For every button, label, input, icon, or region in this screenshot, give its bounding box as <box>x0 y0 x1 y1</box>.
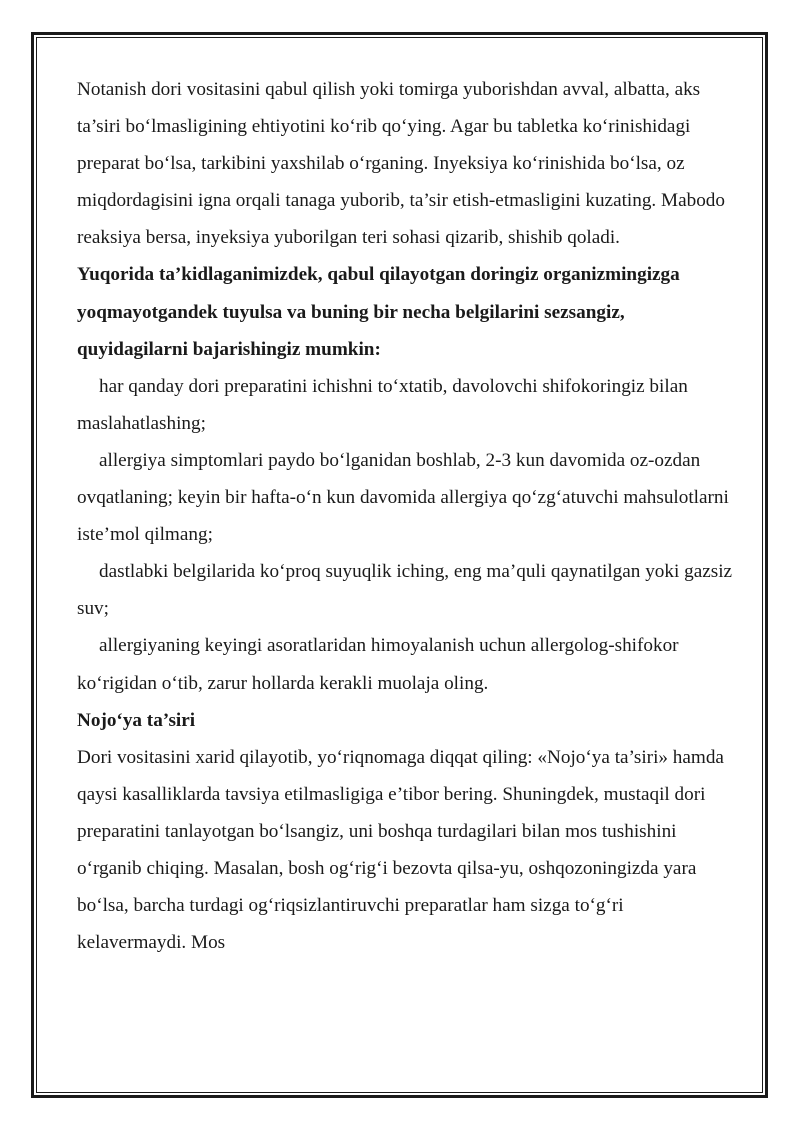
list-item-eat-little: allergiya simptomlari paydo bo‘lganidan boshlab, 2-3 kun davomida oz-ozdan ovqatlaning; keyin bir hafta-o‘n kun davomida allergiya qo‘zg‘atuvchi mahsulotlarni iste’mol qilmang; <box>77 449 729 546</box>
document-body <box>77 71 737 961</box>
list-item-drink-fluids: dastlabki belgilarida ko‘proq suyuqlik iching, eng ma’quli qaynatilgan yoki gazsiz suv; <box>77 561 733 620</box>
paragraph-side-effects: Dori vositasini xarid qilayotib, yo‘riqnomaga diqqat qiling: «Nojo‘ya ta’siri» hamda qaysi kasalliklarda tavsiya etilmasligiga e’tibor bering. Shuningdek, mustaqil dori preparatini tanlayotgan bo‘lsangiz, uni boshqa turdagilari bilan mos tushishini o‘rganib chiqing. Masalan, bosh og‘rig‘i bezovta qilsa-yu, oshqozoningizda yara bo‘lsa, barcha turdagi og‘riqsizlantiruvchi preparatlar ham sizga to‘g‘ri kelavermaydi. Mos <box>77 746 724 954</box>
list-item-see-allergist: allergiyaning keyingi asoratlaridan himoyalanish uchun allergolog-shifokor ko‘rigidan o‘tib, zarur hollarda kerakli muolaja oling. <box>77 635 679 694</box>
paragraph-bold-instructions: Yuqorida ta’kidlaganimizdek, qabul qilayotgan doringiz organizmingizga yoqmayotgandek tuyulsa va buning bir necha belgilarini sezsangiz, quyidagilarni bajarishingiz mumkin: <box>77 264 680 360</box>
section-heading-side-effects: Nojo‘ya ta’siri <box>77 709 196 731</box>
paragraph-intro: Notanish dori vositasini qabul qilish yoki tomirga yuborishdan avval, albatta, aks ta’siri bo‘lmasligining ehtiyotini ko‘rib qo‘ying. Agar bu tabletka ko‘rinishidagi preparat bo‘lsa, tarkibini yaxshilab o‘rganing. Inyeksiya ko‘rinishida bo‘lsa, oz miqdordagisini igna orqali tanaga yuborib, ta’sir etish-etmasligini kuzating. Mabodo reaksiya bersa, inyeksiya yuborilgan teri sohasi qizarib, shishib qoladi. <box>77 79 725 249</box>
list-item-stop-medication: har qanday dori preparatini ichishni to‘xtatib, davolovchi shifokoringiz bilan maslahatlashing; <box>77 375 688 434</box>
